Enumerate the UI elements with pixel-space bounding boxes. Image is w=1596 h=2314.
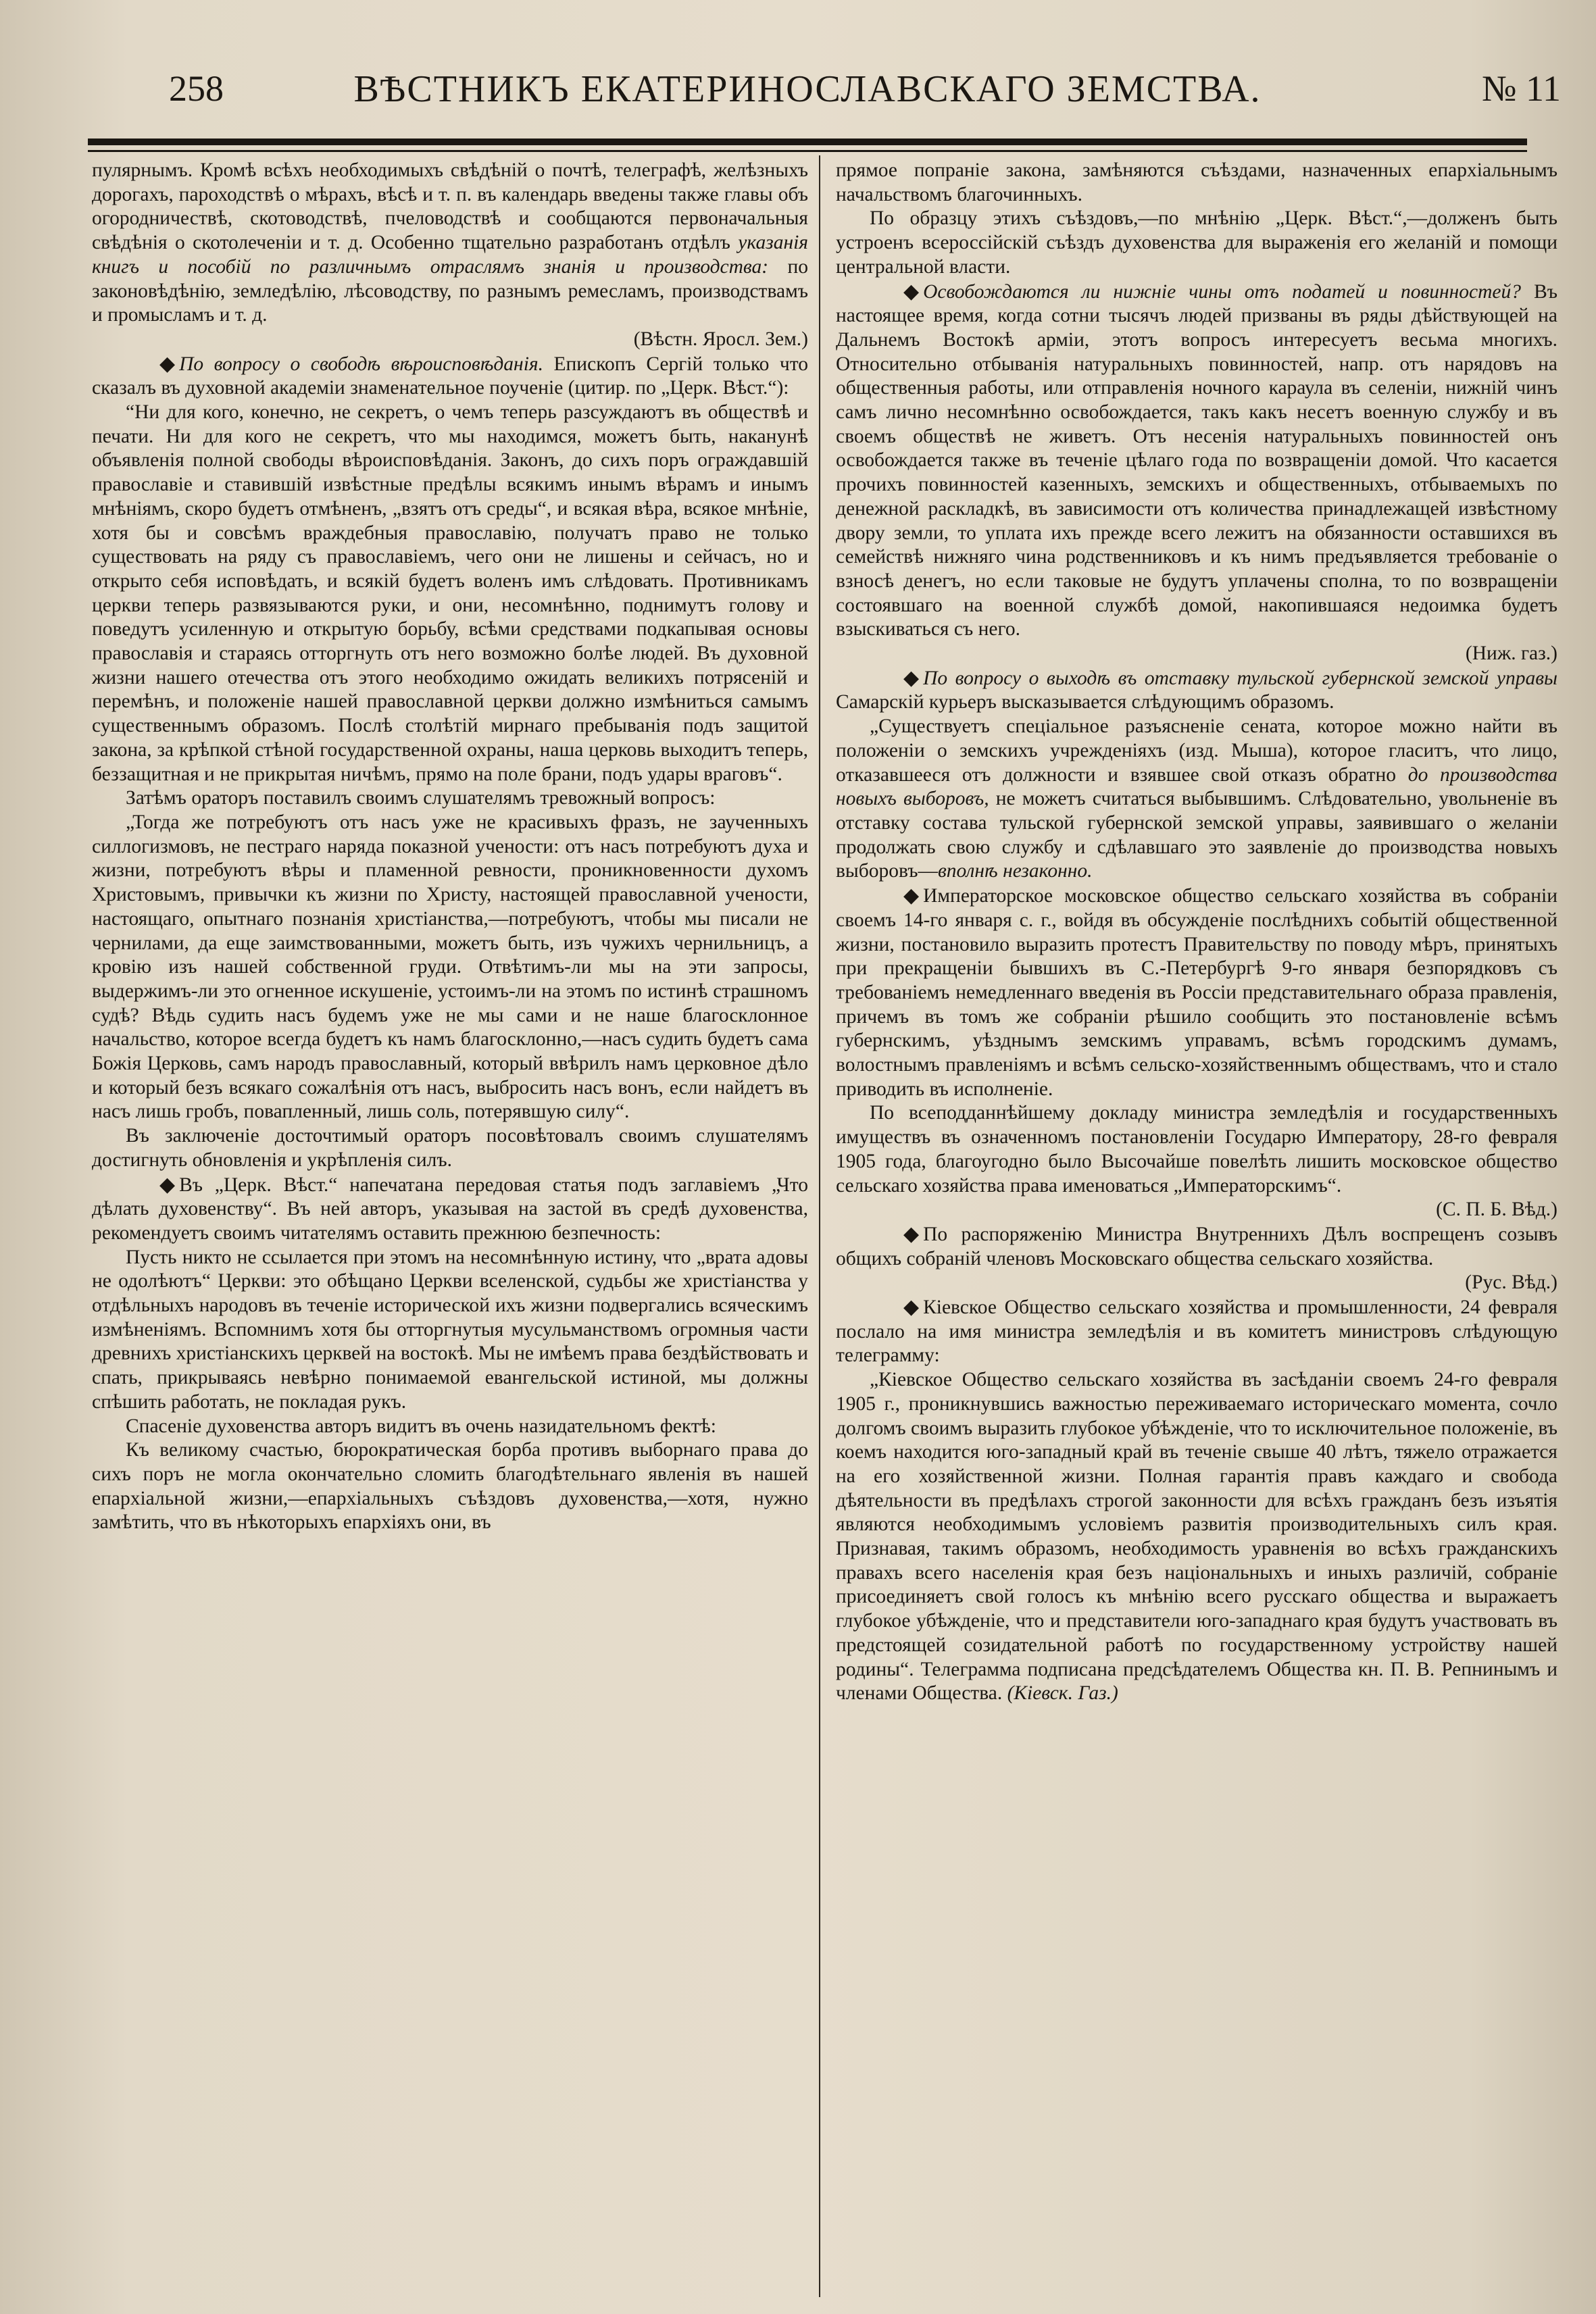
right-column	[836, 159, 1557, 1706]
article-paragraph: ◆ Освобождаются ли нижніе чины отъ податей и повинностей? Въ настоящее время, когда сотни тысячъ людей призваны въ ряды дѣйствующей на Дальнемъ Востокѣ арміи, этотъ вопросъ интересуетъ весьма многихъ. Относительно отбыванія натуральныхъ повинностей, напр. отъ нарядовъ на общественныя работы, или отправленія ночного караула въ селеніи, нижній чинъ самъ лично несомнѣнно освобождается, такъ какъ несетъ военную службу и въ своемъ обществѣ не живетъ. Отъ несенія натуральныхъ повинностей онъ освобождается также въ теченіе цѣлаго года по возвращеніи домой. Что касается прочихъ повинностей казенныхъ, земскихъ и общественныхъ, отбываемыхъ по денежной раскладкѣ, въ зависимости отъ количества принадлежащей извѣстному двору земли, то уплата ихъ прежде всего лежитъ на обязанности оставшихся въ семействѣ нижняго чина родственниковъ и къ нимъ предъявляется требованіе о взносѣ денегъ, но если таковые не будутъ уплачены сполна, то по возвращеніи состоявшаго на военной службѣ домой, накопившаяся недоимка будетъ взыскиваться съ него.	[836, 280, 1558, 640]
article-paragraph: Затѣмъ ораторъ поставилъ своимъ слушателямъ тревожный вопросъ:	[126, 787, 716, 809]
source-citation: (Рус. Вѣд.)	[1465, 1272, 1557, 1294]
article-heading: Освобождаются ли нижніе чины отъ податей и повинностей?	[923, 280, 1522, 303]
article-paragraph: ◆ По вопросу о свободѣ вѣроисповѣданія. Епископъ Сергій только что сказалъ въ духовной академіи знаменательное поученіе (цитир. по „Церк. Вѣст.“):	[92, 352, 808, 399]
ornament-icon: ◆	[903, 1222, 920, 1245]
ornament-icon: ◆	[903, 280, 920, 303]
source-citation: (Кіевск. Газ.)	[1007, 1682, 1118, 1705]
article-paragraph: прямое попраніе закона, замѣняются съѣздами, назначенных епархіальнымъ начальствомъ благочинныхъ.	[836, 159, 1557, 205]
page-number: 258	[169, 68, 224, 109]
issue-number: № 11	[1481, 68, 1561, 109]
source-citation: (С. П. Б. Вѣд.)	[1436, 1199, 1557, 1221]
quote-paragraph: Пусть никто не ссылается при этомъ на несомнѣнную истину, что „врата адовы не одолѣютъ“ Церкви: это обѣщано Церкви вселенской, судьбы же христіанства у отдѣльныхъ народовъ въ теченіе исторической ихъ жизни подвергались всяческимъ измѣненіямъ. Вспомнимъ хотя бы отторгнутыя мусульманствомъ огромныя части древнихъ христіанскихъ церквей на востокѣ. Мы не имѣемъ права бездѣйствовать и спать, прикрываясь невѣрно понимаемой евангельской истиной, мы должны спѣшить работать, не покладая рукъ.	[92, 1246, 808, 1413]
header-rule-thick	[88, 139, 1527, 145]
quote-paragraph: „Тогда же потребуютъ отъ насъ уже не красивыхъ фразъ, не заученныхъ силлогизмовъ, не пестраго наряда показной учености: отъ насъ потребуютъ духа и жизни, потребуютъ вѣры и пламенной ревности, проникновенности духомъ Христовымъ, привычки къ жизни по Христу, настоящей православной учености, настоящаго, опытнаго познанія христіанства,—потребуютъ, чтобы мы писали не чернилами, да еще заимствованными, можетъ быть, изъ чужихъ чернильницъ, а кровію изъ нашей собственной груди. Отвѣтимъ-ли мы на эти запросы, выдержимъ-ли это огненное искушеніе, устоимъ-ли на этомъ по истинѣ страшномъ судѣ? Вѣдь судить насъ будемъ уже не мы сами и не наше благосклонное начальство, которое всегда будетъ къ намъ благосклонно,—насъ судить будетъ сама Божія Церковь, самъ народъ православный, который ввѣрилъ намъ церковное дѣло и который безъ всякаго сожалѣнія отъ насъ, выбросить насъ вонъ, если найдетъ въ насъ лишь гробъ, повапленный, лишь соль, потерявшую силу“.	[92, 811, 808, 1123]
quote-paragraph: „Существуетъ спеціальное разъясненіе сената, которое можно найти въ положеніи о земскихъ учрежденіяхъ (изд. Мыша), которое гласитъ, что лицо, отказавшееся отъ должности и взявшее свой отказъ обратно до производства новыхъ выборовъ, не можетъ считаться выбывшимъ. Слѣдовательно, увольненіе въ отставку состава тульской губернской земской управы, заявившаго о желаніи продолжать свою службу и сдѣлавшаго это заявленіе до производства новыхъ выборовъ—вполнѣ незаконно.	[836, 715, 1558, 882]
header-rule-thin	[88, 150, 1527, 152]
page-header	[95, 68, 1561, 128]
article-heading: По вопросу о выходѣ въ отставку тульской губернской земской управы	[923, 667, 1557, 689]
journal-title: ВѢСТНИКЪ ЕКАТЕРИНОСЛАВСКАГО ЗЕМСТВА.	[353, 68, 1262, 110]
article-paragraph: Спасеніе духовенства авторъ видитъ въ очень назидательномъ фектѣ:	[126, 1415, 716, 1437]
source-citation: (Вѣстн. Яросл. Зем.)	[633, 328, 808, 350]
quote-paragraph: Къ великому счастью, бюрократическая борба противъ выборнаго права до сихъ поръ не могла окончательно сломить благодѣтельнаго явленія въ нашей епархіальной жизни,—епархіальныхъ съѣздовъ духовенства,—хотя, нужно замѣтить, что въ нѣкоторыхъ епархіяхъ они, въ	[92, 1439, 808, 1534]
quote-paragraph: “Ни для кого, конечно, не секретъ, о чемъ теперь разсуждаютъ въ обществѣ и печати. Ни для кого не секретъ, что мы находимся, можетъ быть, наканунѣ объявленія полной свободы вѣроисповѣданія. Законъ, до сихъ поръ ограждавшій православіе и ставившій извѣстные предѣлы всякимъ инымъ вѣрамъ и инымъ мнѣніямъ, скоро будетъ отмѣненъ, „взятъ отъ среды“, и всякая вѣра, всякое мнѣніе, хотя бы и совсѣмъ враждебныя православію, получатъ право не только существовать на ряду съ православіемъ, чего они не лишены и сейчасъ, но и открыто себя исповѣдать, и всякій будетъ воленъ имъ слѣдовать. Противникамъ церкви теперь развязываются руки, и они, несомнѣнно, поднимутъ голову и поведутъ усиленную и открытую борьбу, всѣми средствами подкапывая основы православія и стараясь отторгнуть отъ него возможно болѣе людей. Въ духовной жизни нашего отечества отъ этого необходимо ожидать великихъ потрясеній и перемѣнъ, и положеніе нашей православной церкви должно измѣниться самымъ существеннымъ образомъ. Послѣ столѣтій мирнаго пребыванія подъ защитой закона, за крѣпкой стѣной государственной охраны, наша церковь выходитъ теперь, беззащитная и не прикрытая ничѣмъ, прямо на поле брани, подъ удары враговъ“.	[92, 401, 808, 785]
ornament-icon: ◆	[903, 666, 920, 689]
article-heading: По вопросу о свободѣ вѣроисповѣданія.	[179, 353, 543, 375]
article-paragraph: Въ заключеніе досточтимый ораторъ посовѣтовалъ своимъ слушателямъ достигнуть обновленія и укрѣпленія силъ.	[92, 1125, 808, 1171]
ornament-icon: ◆	[159, 1173, 176, 1196]
article-paragraph: ◆ Кіевское Общество сельскаго хозяйства и промышленности, 24 февраля послало на имя министра земледѣлія и въ комитетъ министровъ слѣдующую телеграмму:	[836, 1296, 1557, 1367]
article-paragraph: ◆ По вопросу о выходѣ въ отставку тульской губернской земской управы Самарскій курьеръ высказывается слѣдующимъ образомъ.	[836, 666, 1557, 713]
left-column	[92, 159, 808, 1535]
article-paragraph: ◆ Императорское московское общество сельскаго хозяйства въ собраніи своемъ 14-го января с. г., войдя въ обсужденіе послѣднихъ событій общественной жизни, постановило выразить протестъ Правительству по поводу мѣръ, принятыхъ при прекращеніи бывшихъ въ С.-Петербургѣ 9-го января безпорядковъ съ требованіемъ немедленнаго введенія въ Россіи представительнаго образа правленія, причемъ въ томъ же собраніи рѣшило сообщить это постановленіе всѣмъ губернскимъ, уѣзднымъ земскимъ управамъ, всѣмъ городскимъ думамъ, волостнымъ правленіямъ и всѣмъ сельско-хозяйственнымъ обществамъ, что и стало приводить въ исполненіе.	[836, 884, 1557, 1100]
source-citation: (Ниж. газ.)	[1465, 643, 1557, 665]
article-paragraph: ◆ По распоряженію Министра Внутреннихъ Дѣлъ воспрещенъ созывъ общихъ собраній членовъ Московскаго общества сельскаго хозяйства.	[836, 1222, 1557, 1269]
ornament-icon: ◆	[903, 1296, 920, 1319]
quote-paragraph: „Кіевское Общество сельскаго хозяйства въ засѣданіи своемъ 24-го февраля 1905 г., проникнувшись важностью переживаемаго историческаго момента, сочло долгомъ своимъ выразить глубокое убѣжденіе, что то исключительное положеніе, въ коемъ находится юго-западный край въ теченіе свыше 40 лѣтъ, тяжело отражается на его хозяйственной жизни. Полная гарантія правъ каждаго и свобода дѣятельности въ предѣлахъ строгой законности для всѣхъ гражданъ безъ изъятія являются необходимымъ условіемъ развитія производительныхъ силъ края. Признавая, такимъ образомъ, необходимость уравненія во всѣхъ гражданскихъ правахъ всего населенія края безъ національныхъ и иныхъ различій, собраніе присоединяетъ свой голосъ къ мнѣнію всего русскаго общества и выражаетъ глубокое убѣжденіе, что и представители юго-западнаго края будутъ участвовать въ предстоящей созидательной работѣ по государственному устройству нашей родины“. Телеграмма подписана предсѣдателемъ Общества кн. П. В. Репнинымъ и членами Общества. (Кіевск. Газ.)	[836, 1369, 1557, 1705]
ornament-icon: ◆	[159, 352, 176, 375]
article-paragraph: По всеподданнѣйшему докладу министра земледѣлія и государственныхъ имуществъ въ означенномъ постановленіи Государю Императору, 28-го февраля 1905 года, благоугодно было Высочайше повелѣть лишить московское общество сельскаго хозяйства права именоваться „Императорскимъ“.	[836, 1102, 1557, 1197]
article-paragraph: По образцу этихъ съѣздовъ,—по мнѣнію „Церк. Вѣст.“,—долженъ быть устроенъ всероссійскій съѣздъ духовенства для выраженія его желаній и помощи центральной власти.	[836, 207, 1557, 278]
column-divider	[819, 155, 820, 2297]
article-paragraph: пулярнымъ. Кромѣ всѣхъ необходимыхъ свѣдѣній о почтѣ, телеграфѣ, желѣзныхъ дорогахъ, пароходствѣ о мѣрахъ, вѣсѣ и т. п. въ календарь введены также главы объ огородничествѣ, скотоводствѣ, пчеловодствѣ и сообщаются первоначальныя свѣдѣнія о скотолеченіи и т. д. Особенно тщательно разработанъ отдѣлъ указанія книгъ и пособій по различнымъ отраслямъ знанія и производства: по законовѣдѣнію, земледѣлію, лѣсоводству, по разнымъ ремесламъ, производствамъ и промысламъ и т. д.	[92, 159, 809, 326]
ornament-icon: ◆	[903, 884, 920, 907]
article-paragraph: ◆ Въ „Церк. Вѣст.“ напечатана передовая статья подъ заглавіемъ „Что дѣлать духовенству“. Въ ней авторъ, указывая на застой въ средѣ духовенства, рекомендуетъ своимъ читателямъ оставить прежнюю безпечность:	[92, 1173, 808, 1244]
